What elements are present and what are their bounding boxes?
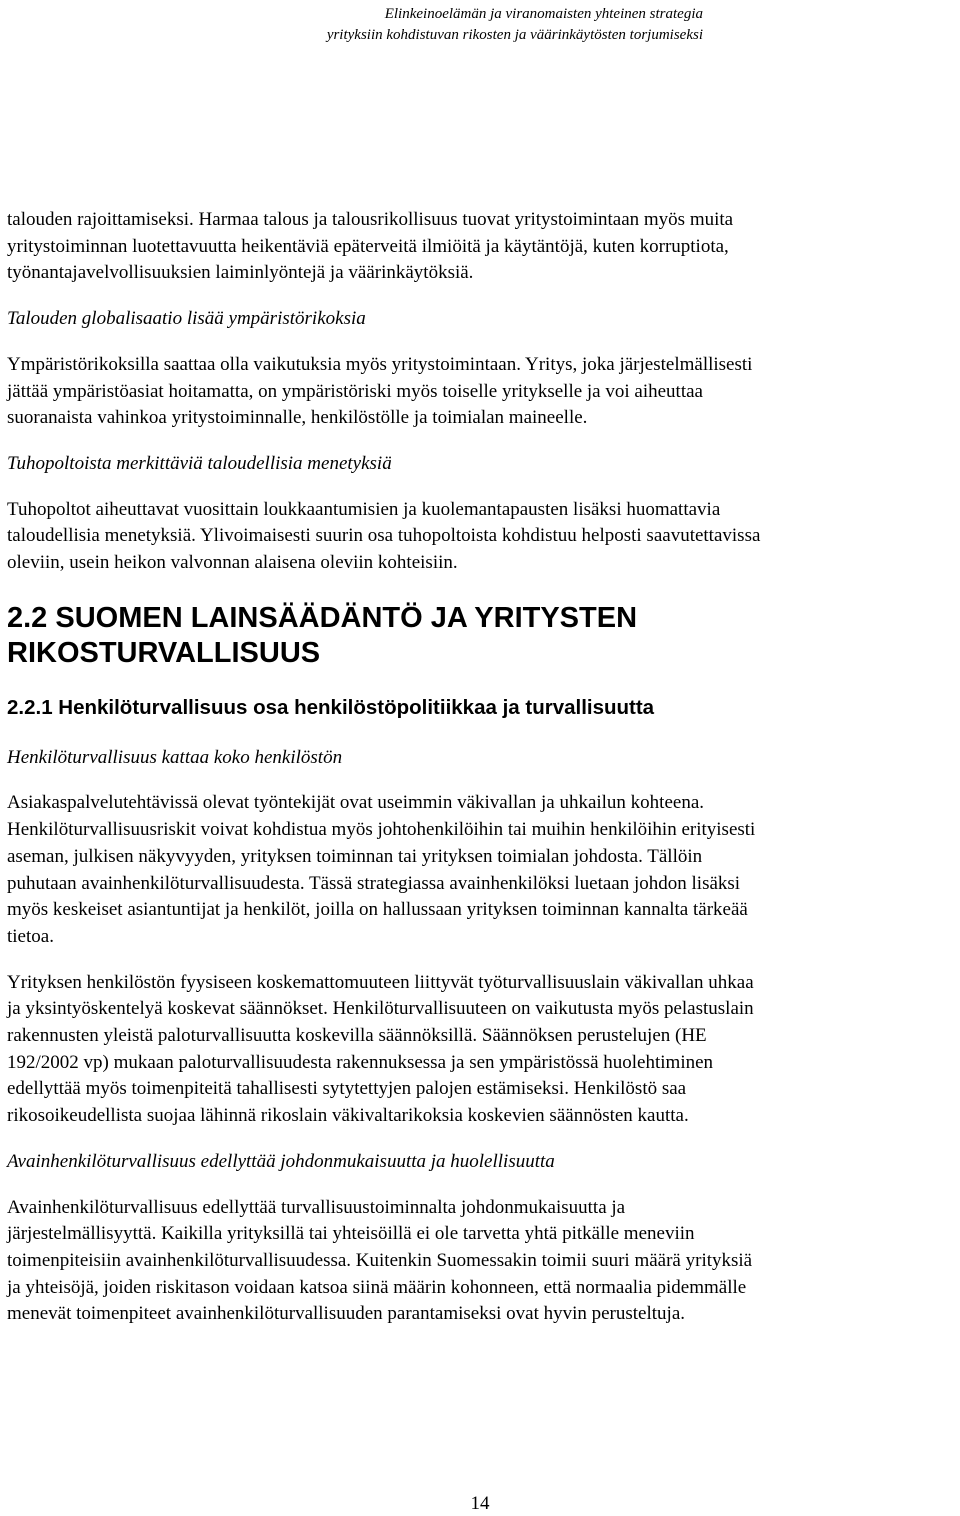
text-line: ja yhteisöjä, joiden riskitason voidaan katsoa siinä määrin kohonneen, että normaalia pidemmälle: [7, 1276, 747, 1298]
text-line: myös keskeiset asiantuntijat ja henkilöt, joilla on hallussaan yrityksen toiminnan kannalta tärkeää: [7, 899, 748, 921]
text-line: ja yksintyöskentelyä koskevat säännökset. Henkilöturvallisuuteen on vaikutusta myös pelastuslain: [7, 998, 754, 1020]
section-heading-2-2: [7, 601, 947, 671]
paragraph-henkiloturvallisuusriskit: [7, 790, 947, 950]
heading-globalisaatio: Talouden globalisaatio lisää ympäristörikoksia: [7, 308, 366, 330]
text-line: edellyttää myös toimenpiteitä tahallisesti sytytettyjen palojen estämiseksi. Henkilöstö saa: [7, 1078, 687, 1100]
text-line: rikosoikeudellista suojaa lähinnä rikoslain väkivaltarikoksia koskevien säännösten kautta.: [7, 1105, 689, 1127]
heading-avainhenkilo: Avainhenkilöturvallisuus edellyttää johdonmukaisuutta ja huolellisuutta: [7, 1150, 555, 1172]
text-line: tietoa.: [7, 925, 54, 947]
paragraph-harmaa-talous: [7, 207, 947, 287]
text-line: Avainhenkilöturvallisuus edellyttää turvallisuustoiminnalta johdonmukaisuutta ja: [7, 1196, 626, 1218]
subsection-heading-2-2-1: 2.2.1 Henkilöturvallisuus osa henkilöstöpolitiikkaa ja turvallisuutta: [7, 695, 655, 719]
section-heading-line: RIKOSTURVALLISUUS: [7, 636, 321, 669]
text-line: menevät toimenpiteet avainhenkilöturvallisuuden parantamiseksi ovat hyvin perusteltuja.: [7, 1303, 686, 1325]
text-line: oleviin, usein heikon valvonnan alaisena oleviin kohteisiin.: [7, 552, 458, 574]
heading-tuhopoltot: Tuhopoltoista merkittäviä taloudellisia menetyksiä: [7, 452, 392, 474]
heading-henkilosto: Henkilöturvallisuus kattaa koko henkilöstön: [7, 746, 343, 768]
paragraph-avainhenkiloturvallisuus: [7, 1195, 947, 1329]
page-number: 14: [470, 1493, 490, 1514]
text-line: Tuhopoltot aiheuttavat vuosittain loukkaantumisien ja kuolemantapausten lisäksi huomattavia: [7, 498, 721, 520]
text-line: toimenpiteisiin avainhenkilöturvallisuudessa. Kuitenkin Suomessakin toimii suuri määrä yrityksiä: [7, 1249, 753, 1271]
text-line: talouden rajoittamiseksi. Harmaa talous ja talousrikollisuus tuovat yritystoimintaan myös muita: [7, 209, 734, 230]
text-line: 192/2002 vp) mukaan paloturvallisuudesta rakennuksessa ja sen ympäristössä huolehtiminen: [7, 1051, 714, 1073]
document-body: [7, 207, 947, 1328]
text-line: yritystoiminnan luotettavuutta heikentäviä epäterveitä ilmiöitä ja käytäntöjä, kuten korruptiota,: [7, 235, 729, 257]
text-line: Asiakaspalvelutehtävissä olevat työntekijät ovat useimmin väkivallan ja uhkailun kohteena.: [7, 792, 705, 814]
text-line: järjestelmällisyyttä. Kaikilla yrityksillä tai yhteisöillä ei ole tarvetta yhtä pitkälle meneviin: [7, 1223, 695, 1245]
text-line: jättää ympäristöasiat hoitamatta, on ympäristöriski myös toiselle yritykselle ja voi aiheuttaa: [7, 380, 703, 402]
paragraph-saannokset: [7, 970, 947, 1130]
text-line: työnantajavelvollisuuksien laiminlyöntejä ja väärinkäytöksiä.: [7, 262, 474, 284]
section-heading-line: 2.2 SUOMEN LAINSÄÄDÄNTÖ JA YRITYSTEN: [7, 601, 638, 634]
text-line: suoranaista vahinkoa yritystoiminnalle, henkilöstölle ja toimialan maineelle.: [7, 407, 588, 429]
text-line: Henkilöturvallisuusriskit voivat kohdistua myös johtohenkilöihin tai muihin henkilöihin erityisesti: [7, 819, 756, 841]
running-header-line-1: Elinkeinoelämän ja viranomaisten yhteinen strategia: [384, 6, 703, 22]
running-header-line-2: yrityksiin kohdistuvan rikosten ja väärinkäytösten torjumiseksi: [326, 27, 703, 43]
text-line: aseman, julkisen näkyvyyden, yrityksen toiminnan tai yrityksen toimialan johdosta. Tällöin: [7, 845, 703, 867]
paragraph-tuhopoltot: [7, 497, 947, 577]
text-line: Ympäristörikoksilla saattaa olla vaikutuksia myös yritystoimintaan. Yritys, joka järjestelmällisesti: [7, 353, 753, 375]
text-line: puhutaan avainhenkilöturvallisuudesta. Tässä strategiassa avainhenkilöksi luetaan johdon lisäksi: [7, 872, 741, 894]
running-header: [327, 4, 703, 46]
paragraph-ymparistorikokset: [7, 352, 947, 432]
text-line: rakennusten yleistä paloturvallisuutta koskevilla säännöksillä. Säännöksen perustelujen (HE: [7, 1025, 707, 1047]
text-line: Yrityksen henkilöstön fyysiseen koskemattomuuteen liittyvät työturvallisuuslain väkivallan uhkaa: [7, 971, 754, 993]
text-line: taloudellisia menetyksiä. Ylivoimaisesti suurin osa tuhopoltoista kohdistuu helposti saavutettavissa: [7, 525, 761, 547]
